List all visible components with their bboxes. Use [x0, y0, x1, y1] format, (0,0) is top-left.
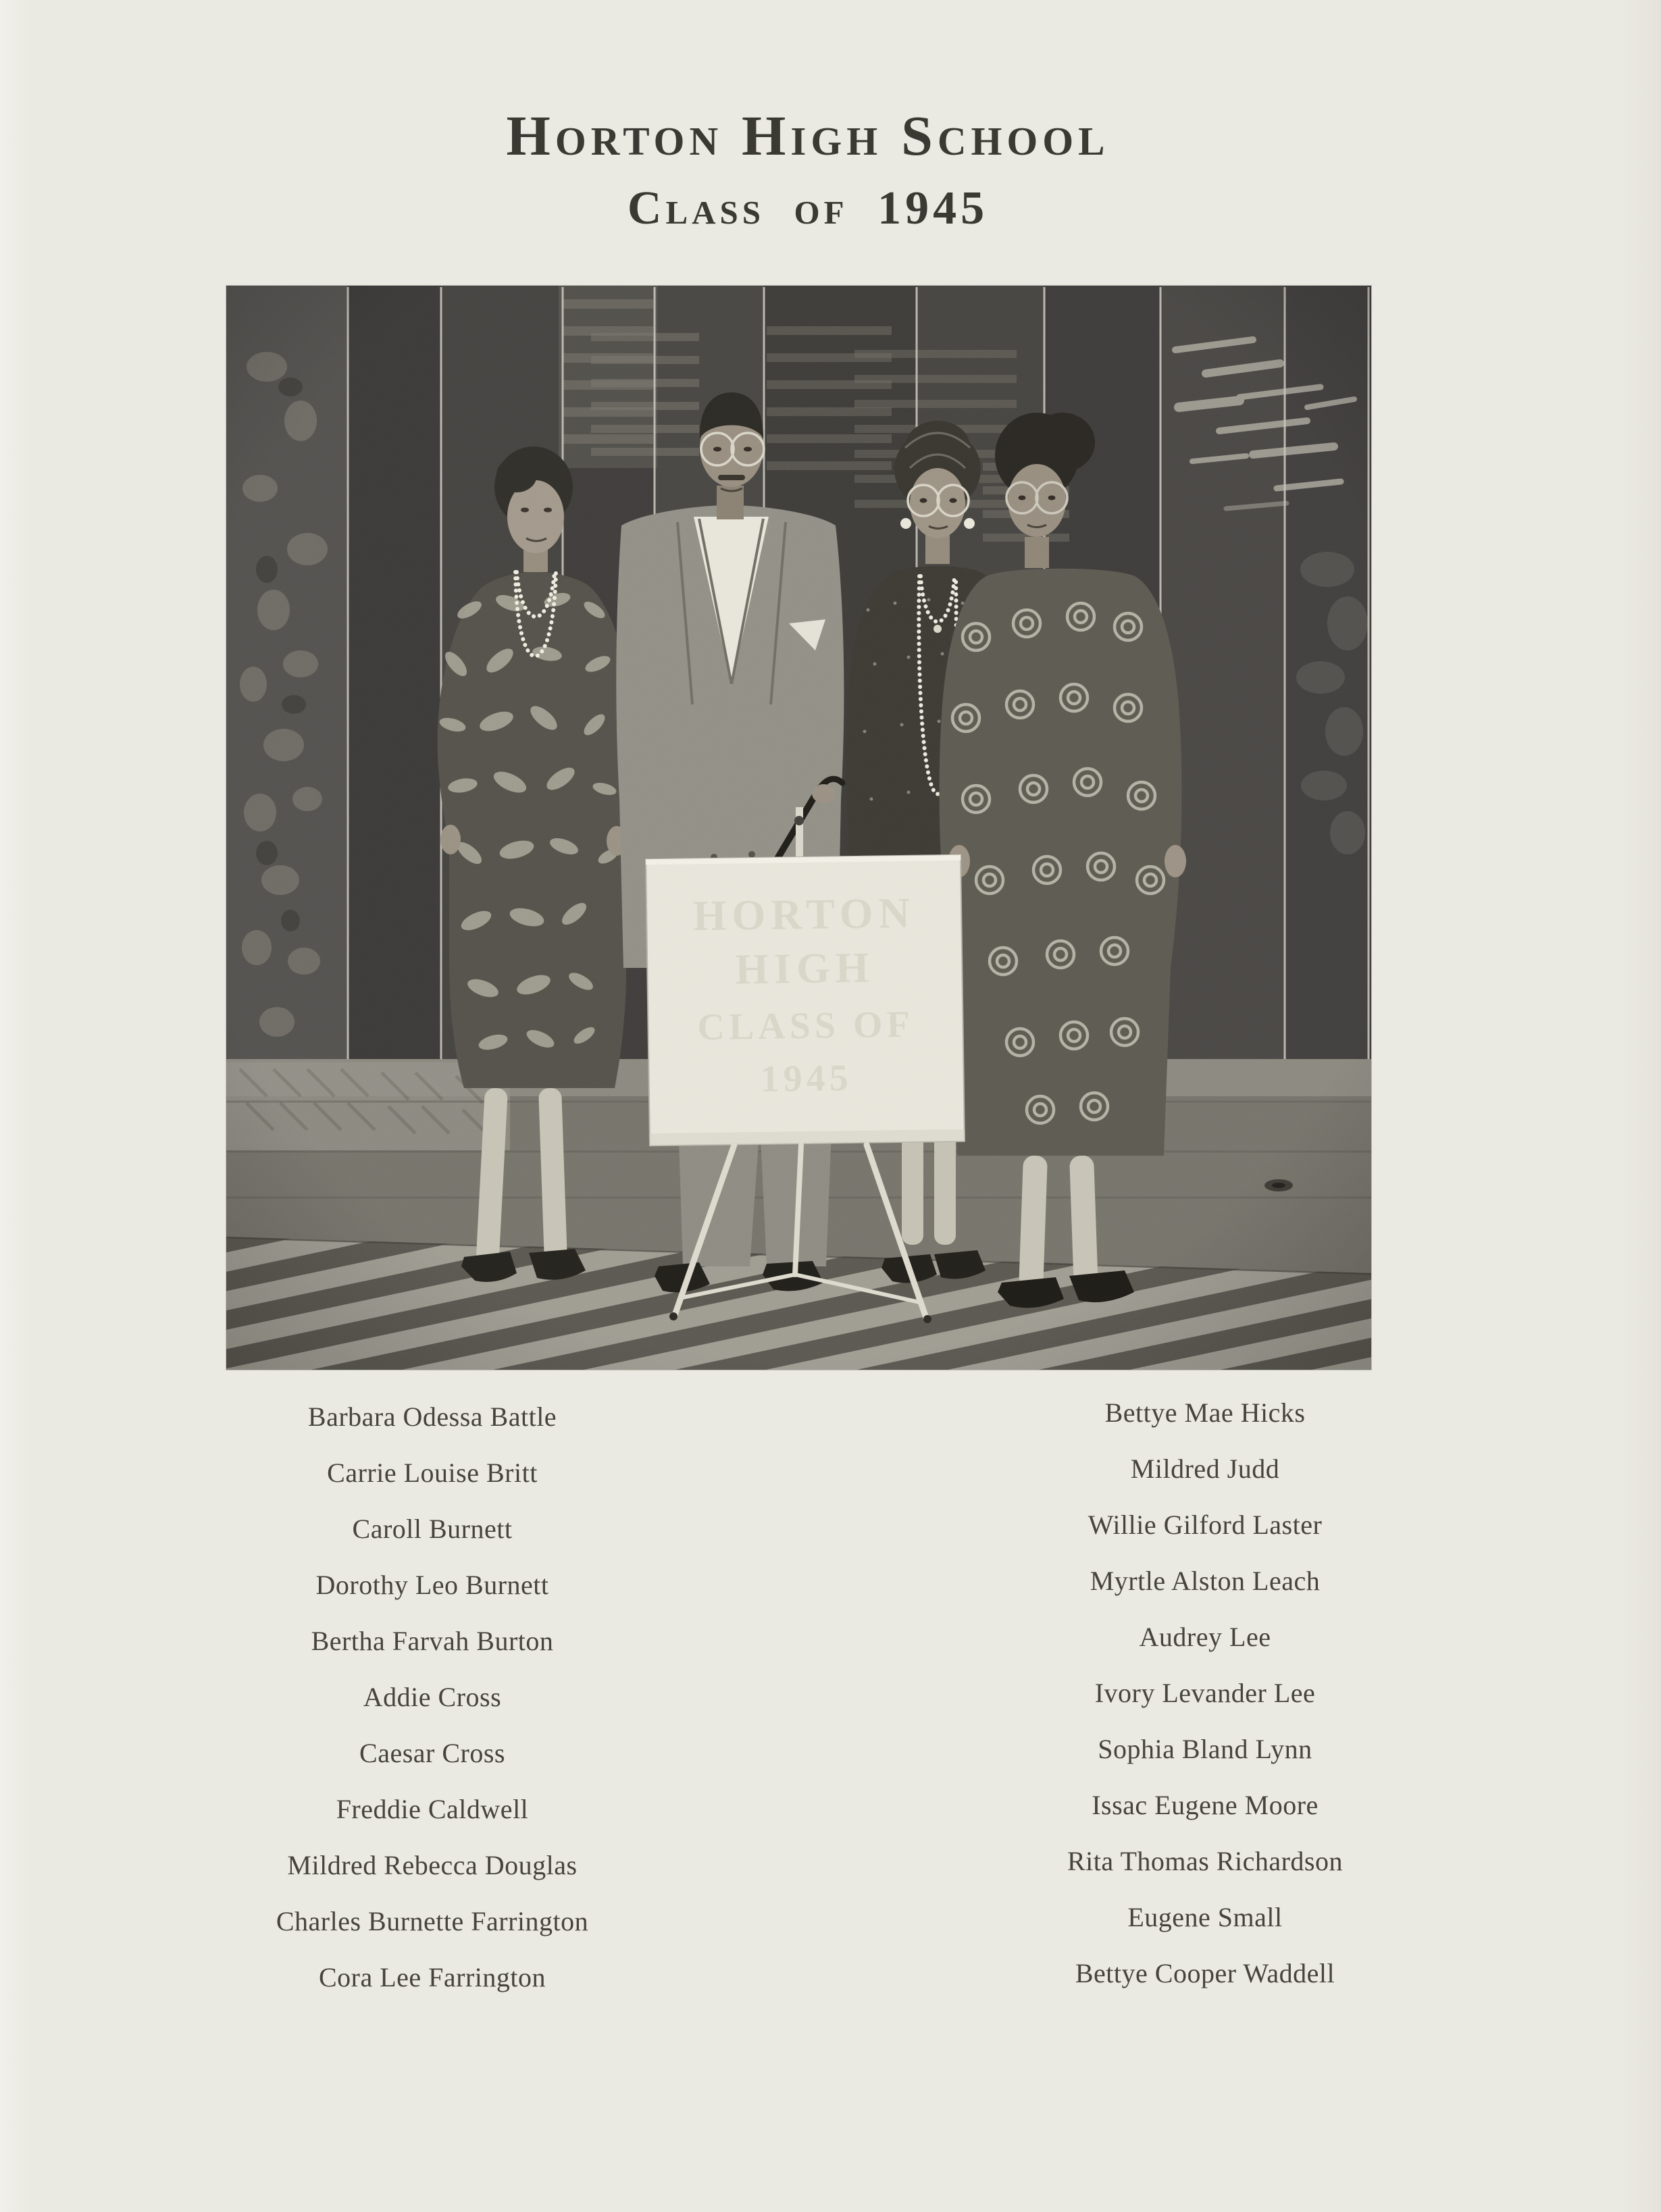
- roster-name: Dorothy Leo Burnett: [315, 1570, 549, 1600]
- roster-name: Bettye Cooper Waddell: [1075, 1958, 1335, 1988]
- class-photo-illustration: [226, 286, 1371, 1370]
- photo-grain: [226, 286, 1371, 1370]
- roster-name: Cora Lee Farrington: [318, 1962, 546, 1992]
- roster-name: Ivory Levander Lee: [1094, 1678, 1316, 1708]
- roster-name: Issac Eugene Moore: [1092, 1790, 1319, 1820]
- roster-name: Carrie Louise Britt: [327, 1458, 538, 1488]
- roster-name: Audrey Lee: [1139, 1622, 1271, 1652]
- roster-name: Caesar Cross: [359, 1738, 505, 1768]
- roster-name: Eugene Small: [1127, 1902, 1283, 1932]
- roster-name: Bettye Mae Hicks: [1104, 1397, 1306, 1428]
- roster-name: Rita Thomas Richardson: [1067, 1846, 1343, 1876]
- class-photo: [226, 286, 1371, 1370]
- roster-name: Mildred Rebecca Douglas: [287, 1850, 578, 1880]
- roster-name: Mildred Judd: [1130, 1454, 1280, 1484]
- page-title: Horton High School: [506, 105, 1110, 168]
- roster-name: Charles Burnette Farrington: [276, 1906, 589, 1936]
- page-subtitle: Class of 1945: [627, 182, 989, 234]
- roster-name: Myrtle Alston Leach: [1090, 1566, 1321, 1596]
- roster-left-column: [196, 1389, 669, 2005]
- roster-right-column: [969, 1385, 1441, 2001]
- roster-name: Bertha Farvah Burton: [311, 1626, 554, 1656]
- roster-name: Caroll Burnett: [352, 1514, 513, 1544]
- roster-name: Willie Gilford Laster: [1088, 1510, 1323, 1540]
- roster-name: Freddie Caldwell: [336, 1794, 529, 1824]
- roster-name: Barbara Odessa Battle: [307, 1401, 557, 1432]
- roster-name: Addie Cross: [363, 1682, 502, 1712]
- roster-name: Sophia Bland Lynn: [1098, 1734, 1312, 1764]
